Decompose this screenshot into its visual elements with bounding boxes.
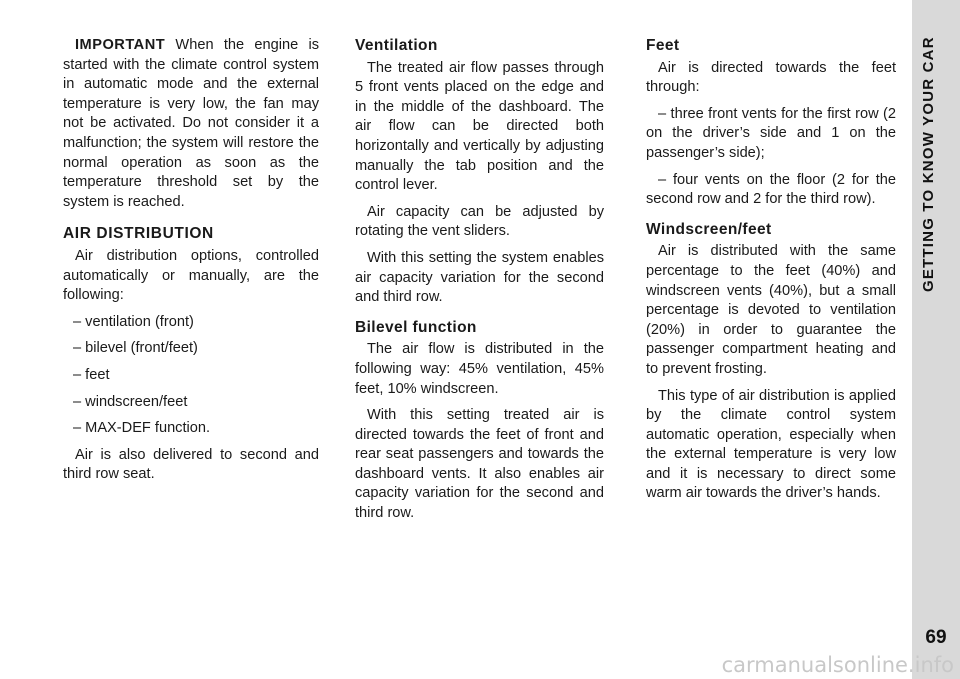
page-number: 69 bbox=[925, 627, 947, 648]
bilevel-heading: Bilevel function bbox=[355, 318, 477, 336]
feet-heading: Feet bbox=[646, 37, 680, 54]
air-distribution-closing: Air is also delivered to second and third row seat. bbox=[63, 446, 319, 483]
windscreen-feet-paragraph-1: Air is distributed with the same percentage to the feet (40%) and windscreen vents (40%), but a small percentage is devoted to ventilation (20%) in order to guarantee the passenger compartment heating and to prevent frosting. bbox=[646, 243, 896, 377]
watermark: carmanualsonline.info bbox=[721, 653, 954, 677]
ventilation-paragraph-3: With this setting the system enables air capacity variation for the second and third row. bbox=[355, 249, 604, 306]
important-note bbox=[63, 36, 319, 212]
feet-paragraph-3: – four vents on the floor (2 for the second row and 2 for the third row). bbox=[646, 171, 896, 208]
chapter-sidebar bbox=[912, 0, 960, 679]
windscreen-feet-paragraph-2: This type of air distribution is applied by the climate control system automatic operation, especially when the external temperature is very low and it is necessary to direct some warm air towards the driver’s hands. bbox=[646, 387, 896, 502]
bilevel-paragraph-1: The air flow is distributed in the following way: 45% ventilation, 45% feet, 10% windscreen. bbox=[355, 341, 604, 397]
chapter-title: GETTING TO KNOW YOUR CAR bbox=[920, 36, 937, 292]
important-label: IMPORTANT bbox=[75, 37, 166, 53]
important-text: When the engine is started with the climate control system in automatic mode and the external temperature is very low, the fan may not be activated. Do not consider it a malfunction; the system will restore the normal operation as soon as the temperature threshold set by the system is reached. bbox=[63, 37, 319, 210]
list-item: – bilevel (front/feet) bbox=[73, 340, 198, 357]
list-item: – MAX-DEF function. bbox=[73, 420, 211, 437]
ventilation-paragraph-2: Air capacity can be adjusted by rotating the vent sliders. bbox=[355, 203, 604, 240]
feet-paragraph-1: Air is directed towards the feet through: bbox=[646, 59, 896, 96]
air-distribution-heading: AIR DISTRIBUTION bbox=[63, 225, 214, 243]
ventilation-heading: Ventilation bbox=[355, 37, 438, 54]
list-item: – feet bbox=[73, 366, 110, 383]
bilevel-paragraph-2: With this setting treated air is directed towards the feet of front and rear seat passengers and towards the dashboard vents. It also enables air capacity variation for the second and third row. bbox=[355, 407, 604, 522]
feet-paragraph-2: – three front vents for the first row (2 on the driver’s side and 1 on the passenger’s side); bbox=[646, 105, 896, 161]
column-2 bbox=[355, 36, 604, 531]
list-item: – ventilation (front) bbox=[73, 313, 194, 330]
windscreen-feet-heading: Windscreen/feet bbox=[646, 220, 772, 238]
column-1 bbox=[63, 36, 319, 492]
column-3 bbox=[646, 36, 896, 511]
air-distribution-intro: Air distribution options, controlled automatically or manually, are the following: bbox=[63, 247, 319, 304]
ventilation-paragraph-1: The treated air flow passes through 5 front vents placed on the edge and in the middle of the dashboard. The air flow can be directed both horizontally and vertically by adjusting manually the tab position and the control lever. bbox=[355, 59, 604, 194]
list-item: – windscreen/feet bbox=[73, 393, 188, 410]
